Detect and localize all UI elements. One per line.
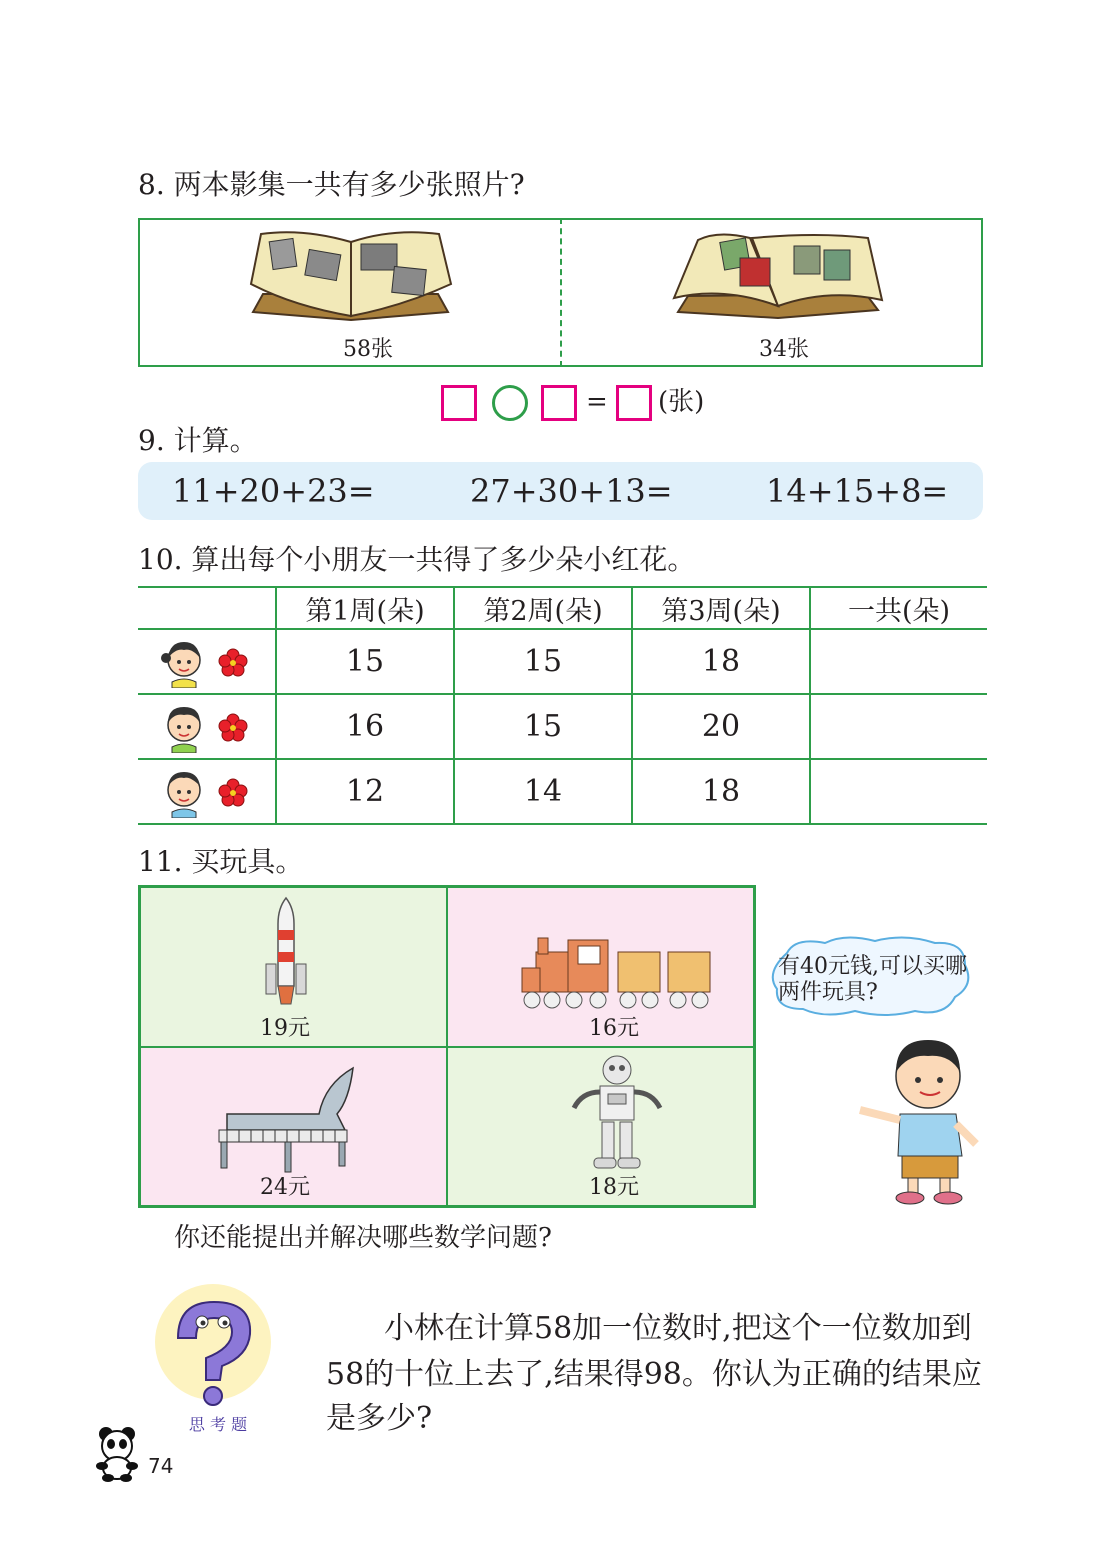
table-cell: 15	[276, 629, 454, 694]
total-answer-cell[interactable]	[810, 629, 987, 694]
table-cell: 20	[632, 694, 810, 759]
answer-box-2[interactable]	[541, 385, 577, 421]
table-header-row	[138, 587, 987, 629]
equals-sign: =	[586, 387, 608, 417]
extra-question: 你还能提出并解决哪些数学问题?	[174, 1223, 552, 1253]
table-cell: 18	[632, 759, 810, 824]
total-answer-cell[interactable]	[810, 759, 987, 824]
total-answer-cell[interactable]	[810, 694, 987, 759]
red-flower-icon	[218, 713, 248, 743]
question-mark-mascot-icon	[148, 1282, 278, 1422]
toy-card-piano[interactable]	[140, 1047, 447, 1207]
photo-album-left-image	[243, 224, 458, 324]
table-header-cell: 一共(朵)	[810, 587, 987, 629]
table-cell: 15	[454, 629, 632, 694]
table-cell: 16	[276, 694, 454, 759]
toy-card-rocket[interactable]	[140, 887, 447, 1047]
toys-grid	[138, 885, 756, 1208]
table-row	[138, 629, 987, 694]
table-row	[138, 694, 987, 759]
train-icon	[516, 928, 716, 1014]
problem-10-heading: 10. 算出每个小朋友一共得了多少朵小红花。	[138, 543, 696, 576]
photo-album-right-image	[668, 226, 888, 326]
table-header-cell: 第2周(朵)	[454, 587, 632, 629]
kid-avatar-cell	[138, 694, 276, 759]
thinking-badge-label: 思 考 题	[188, 1415, 248, 1434]
thinking-line-3: 是多少?	[326, 1401, 433, 1436]
calc-expression-1: 11+20+23=	[172, 472, 375, 510]
table-cell: 14	[454, 759, 632, 824]
operator-circle[interactable]	[492, 385, 528, 421]
toy-price-piano: 24元	[260, 1175, 310, 1200]
thinking-line-1: 小林在计算58加一位数时,把这个一位数加到	[384, 1311, 972, 1346]
toy-price-rocket: 19元	[260, 1015, 310, 1041]
problem-9-heading: 9. 计算。	[138, 424, 258, 457]
album-left-count: 58张	[343, 337, 393, 362]
piano-icon	[213, 1054, 363, 1174]
toy-card-train[interactable]	[447, 887, 754, 1047]
kid-avatar-cell	[138, 629, 276, 694]
robot-icon	[562, 1052, 672, 1174]
table-header-cell	[138, 587, 276, 629]
album-right-count: 34张	[759, 337, 809, 362]
calc-expression-3: 14+15+8=	[766, 472, 949, 510]
red-flower-icon	[218, 648, 248, 678]
flower-table	[138, 586, 987, 825]
albums-divider	[560, 218, 562, 367]
page-number: 74	[148, 1454, 174, 1478]
rocket-icon	[261, 894, 311, 1012]
table-cell: 12	[276, 759, 454, 824]
table-row	[138, 759, 987, 824]
table-cell: 18	[632, 629, 810, 694]
answer-box-1[interactable]	[441, 385, 477, 421]
toy-card-robot[interactable]	[447, 1047, 754, 1207]
problem-11-heading: 11. 买玩具。	[138, 845, 304, 878]
calc-expression-2: 27+30+13=	[470, 472, 673, 510]
table-cell: 15	[454, 694, 632, 759]
boy-avatar-icon	[160, 766, 208, 818]
answer-unit: (张)	[658, 387, 705, 417]
kid-avatar-cell	[138, 759, 276, 824]
boy-pointing-image	[852, 1032, 984, 1208]
table-header-cell: 第3周(朵)	[632, 587, 810, 629]
answer-box-result[interactable]	[616, 385, 652, 421]
boy-avatar-icon	[160, 701, 208, 753]
problem-8-heading: 8. 两本影集一共有多少张照片?	[138, 168, 525, 201]
panda-icon	[92, 1424, 142, 1482]
thinking-line-2: 58的十位上去了,结果得98。你认为正确的结果应	[326, 1357, 982, 1392]
girl-avatar-icon	[160, 636, 208, 688]
toy-price-robot: 18元	[589, 1175, 639, 1200]
table-header-cell: 第1周(朵)	[276, 587, 454, 629]
speech-bubble-text: 有40元钱,可以买哪两件玩具?	[778, 954, 967, 1005]
red-flower-icon	[218, 778, 248, 808]
toy-price-train: 16元	[589, 1015, 639, 1041]
